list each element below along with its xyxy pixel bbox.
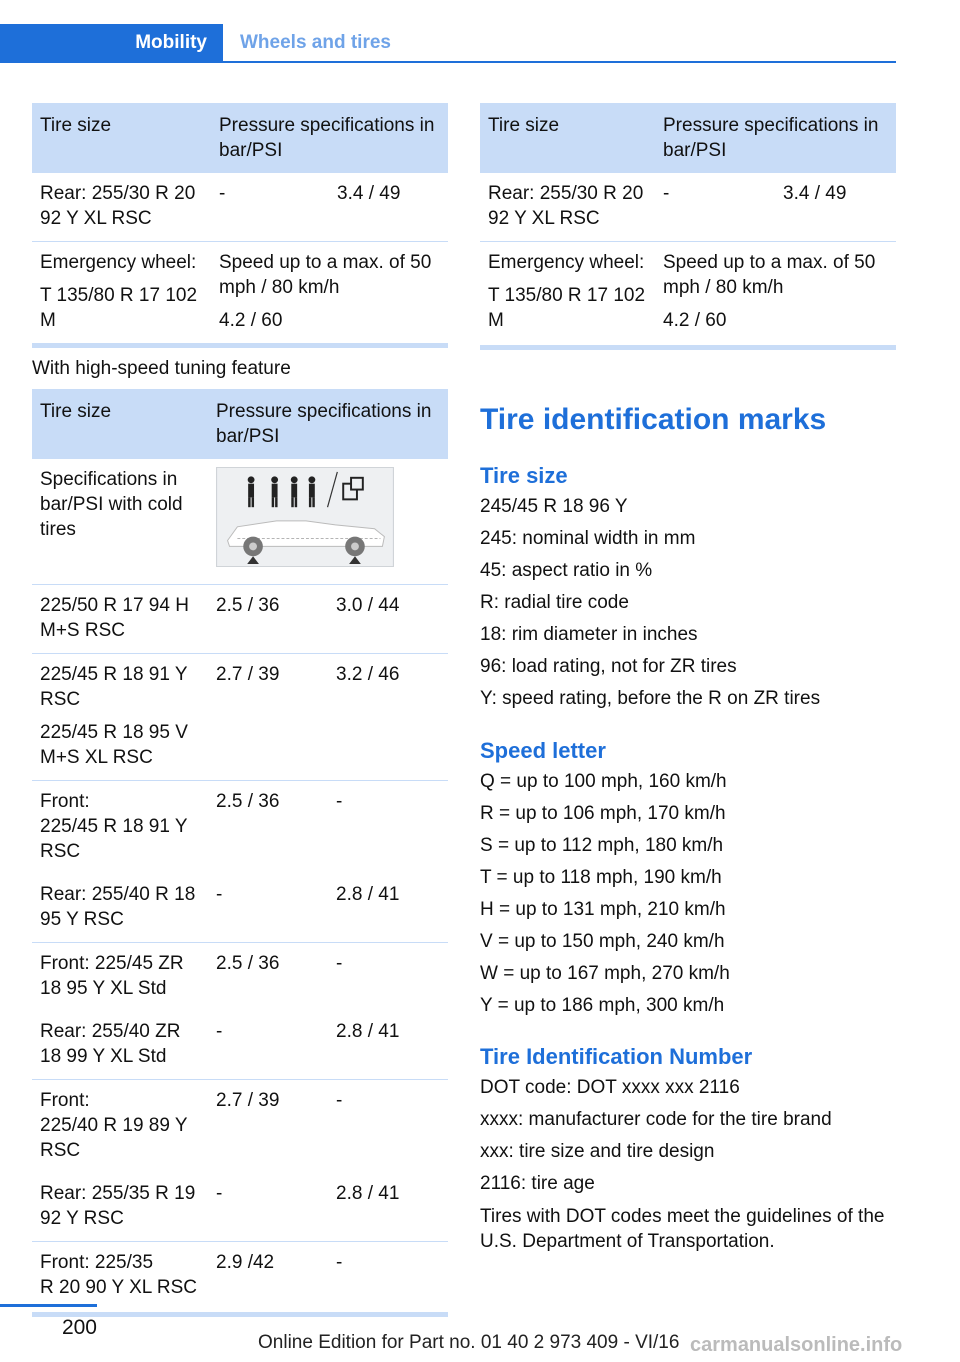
pressure-cell: 3.0 / 44 [336,595,400,616]
pressure-line: 4.2 / 60 [219,310,283,331]
table-row [32,781,448,874]
pressure-cell: 3.4 / 49 [337,183,401,204]
text-line: 245/45 R 18 96 Y [480,496,628,517]
watermark: carmanualsonline.info [690,1334,903,1356]
text-line: 245: nominal width in mm [480,528,696,549]
tire-size-cell: Rear: 255/30 R 20 92 Y XL RSC [488,183,644,229]
table-header [32,389,448,459]
edition-text: Online Edition for Part no. 01 40 2 973 409 - VI/16 [258,1332,680,1353]
header-pressure: Pressure specifications in bar/PSI [219,115,435,161]
pressure-cell: - [663,183,670,204]
speed-letter-heading: Speed letter [480,738,606,763]
pressure-cell: 2.8 / 41 [336,884,400,905]
pressure-cell: - [216,884,223,905]
tire-size-cell: Rear: 255/35 R 19 92 Y RSC [40,1183,196,1229]
tire-size-cell: Front: 225/45 ZR 18 95 Y XL Std [40,953,184,999]
text-line: Y: speed rating, before the R on ZR tires [480,688,821,709]
table-row [32,943,448,1011]
table-end-bar [480,345,896,350]
header-pressure: Pressure specifications in bar/PSI [216,401,432,447]
tin-section [480,1042,900,1254]
pressure-cell: 2.5 / 36 [216,595,280,616]
table-row [32,654,448,781]
tire-size-cell [32,662,208,770]
pressure-line: Speed up to a max. of 50 mph / 80 km/h [219,252,432,298]
left-top-table [32,103,448,348]
page-number-rule [0,1304,97,1307]
pressure-cell: 2.8 / 41 [336,1183,400,1204]
pressure-cell: - [336,1090,343,1111]
section-title: Tire identification marks [480,403,827,436]
pressure-cell: 2.5 / 36 [216,791,280,812]
text-line: 2116: tire age [480,1173,595,1194]
text-line: Q = up to 100 mph, 160 km/h [480,771,727,792]
tire-size-cell: Rear: 255/30 R 20 92 Y XL RSC [40,183,196,229]
text-line: S = up to 112 mph, 180 km/h [480,835,724,856]
table-row [32,173,448,242]
text-line: xxxx: manufacturer code for the tire brand [480,1109,832,1130]
pressure-cell [211,250,448,333]
text-line: R: radial tire code [480,592,629,613]
tab-mobility[interactable]: Mobility [0,24,223,61]
text-line: V = up to 150 mph, 240 km/h [480,931,725,952]
table-header [480,103,896,173]
text-line: R = up to 106 mph, 170 km/h [480,803,726,824]
pressure-cell: 2.5 / 36 [216,953,280,974]
tin-heading: Tire Identification Number [480,1044,753,1069]
left-main-table [32,389,448,1317]
tire-size-cell: Rear: 255/40 R 18 95 Y RSC [40,884,196,930]
text-line: Y = up to 186 mph, 300 km/h [480,995,725,1016]
text-line: 45: aspect ratio in % [480,560,653,581]
table-row [32,1080,448,1173]
text-note: Tires with DOT codes meet the guidelines of the U.S. Department of Transportation. [480,1206,885,1252]
text-line: 96: load rating, not for ZR tires [480,656,737,677]
pressure-cell: 2.9 /42 [216,1252,275,1273]
tire-size-cell: Front: 225/45 R 18 91 Y RSC [40,791,188,862]
tire-size-heading: Tire size [480,463,568,488]
table-end-bar [32,343,448,348]
header-pressure: Pressure specifications in bar/PSI [663,115,879,161]
page-number: 200 [61,1316,97,1339]
tire-size-line: 225/45 R 18 91 Y RSC [40,664,188,710]
tire-size-cell: Front: 225/40 R 19 89 Y RSC [40,1090,188,1161]
tire-size-cell: Front: 225/35 R 20 90 Y XL RSC [40,1252,198,1298]
tab-wheels-and-tires[interactable]: Wheels and tires [240,31,391,53]
right-top-table [480,103,896,350]
tire-size-cell: Rear: 255/40 ZR 18 99 Y XL Std [40,1021,181,1067]
tire-size-cell: 225/50 R 17 94 H M+S RSC [40,595,189,641]
text-line: 18: rim diameter in inches [480,624,698,645]
tire-size-section [480,461,900,715]
tire-size-line: T 135/80 R 17 102 M [40,285,198,331]
tire-size-line: T 135/80 R 17 102 M [488,285,646,331]
pressure-cell: - [216,1183,223,1204]
page-header [0,0,896,62]
header-tire-size: Tire size [488,115,560,136]
table-row [32,242,448,343]
header-tire-size: Tire size [40,401,112,422]
text-line: W = up to 167 mph, 270 km/h [480,963,730,984]
table-row [32,1173,448,1242]
speed-letter-section [480,736,900,1022]
text-line: DOT code: DOT xxxx xxx 2116 [480,1077,740,1098]
pressure-cell [655,250,896,333]
spec-label: Specifications in bar/PSI with cold tires [40,469,183,540]
text-line: H = up to 131 mph, 210 km/h [480,899,726,920]
pressure-cell: - [216,1021,223,1042]
table-row [32,1011,448,1080]
tire-size-cell [32,250,211,333]
pressure-cell: 3.4 / 49 [783,183,847,204]
tire-size-cell [480,250,655,333]
car-load-icon [216,467,394,567]
pressure-cell: 2.8 / 41 [336,1021,400,1042]
pressure-cell: - [336,953,343,974]
header-rule [0,61,896,63]
header-tire-size: Tire size [40,115,112,136]
table-row [32,585,448,654]
table-row [480,173,896,242]
pressure-cell: 3.2 / 46 [336,664,400,685]
table-row [32,1242,448,1312]
tire-size-line: 225/45 R 18 95 V M+S XL RSC [40,722,188,768]
text-line: xxx: tire size and tire design [480,1141,715,1162]
table-caption: With high-speed tuning feature [32,358,291,379]
load-diagram [208,467,448,574]
spec-row [32,459,448,585]
table-row [32,874,448,943]
pressure-cell: 2.7 / 39 [216,664,280,685]
pressure-cell: - [336,791,343,812]
text-line: T = up to 118 mph, 190 km/h [480,867,722,888]
tire-size-line: Emergency wheel: [488,252,645,273]
table-row [480,242,896,345]
pressure-line: 4.2 / 60 [663,310,727,331]
pressure-cell: 2.7 / 39 [216,1090,280,1111]
tire-size-line: Emergency wheel: [40,252,197,273]
pressure-cell: - [336,1252,343,1273]
pressure-cell: - [219,183,226,204]
table-header [32,103,448,173]
pressure-line: Speed up to a max. of 50 mph / 80 km/h [663,252,876,298]
